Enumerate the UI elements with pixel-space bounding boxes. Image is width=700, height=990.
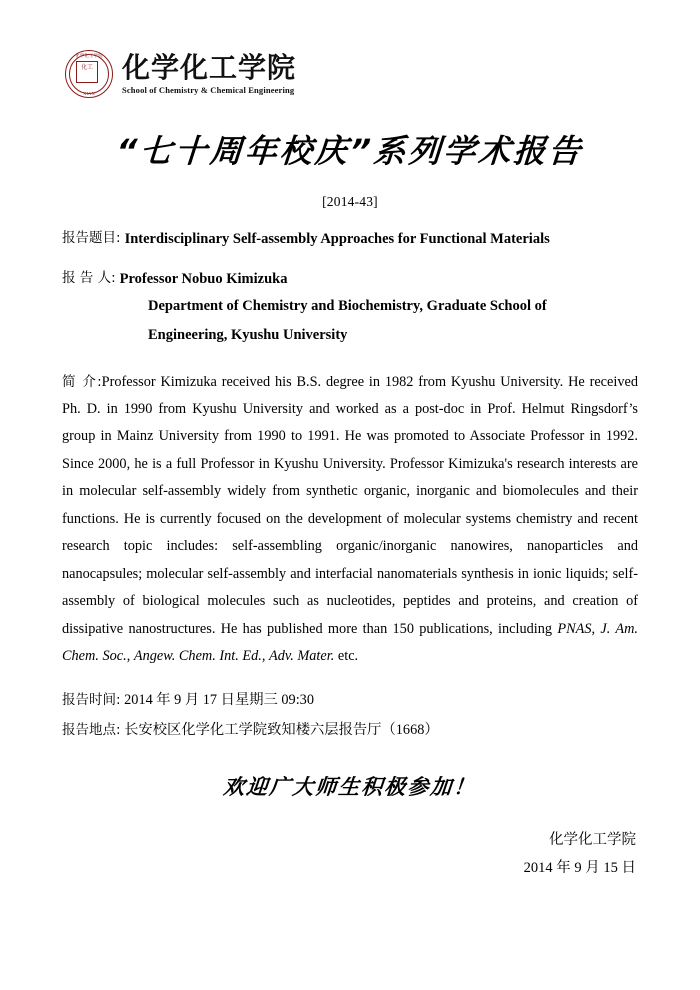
speaker-affiliation-line-2: Engineering, Kyushu University <box>148 326 348 343</box>
welcome-line: 欢迎广大师生积极参加！ <box>222 774 478 799</box>
signature-block <box>62 827 638 882</box>
school-name-cn: 化学化工学院 <box>122 50 297 84</box>
journal-sep-3: , <box>261 647 270 664</box>
time-label: 报告时间: <box>62 692 121 709</box>
letterhead-text <box>122 50 297 96</box>
logistics-block <box>62 686 638 745</box>
biography-paragraph <box>62 369 638 671</box>
school-seal-icon <box>65 50 113 98</box>
topic-label: 报告题目: <box>62 230 121 246</box>
biography-text: Professor Kimizuka received his B.S. degree in 1982 from Kyushu University. He received Ph. D. in 1990 from Kyushu University and worked as a post-doc in Prof. Helmut Ringsdorf’s group in Mainz University from 1990 to 1991. He was promoted to Associate Professor in 1992. Since 2000, he is a full Professor in Kyushu University. Professor Kimizuka's research interests are in molecular self-assembly widely from synthetic organic, inorganic and biomolecules and their functions. He is currently focused on the development of molecular systems chemistry and recent research topic includes: self-assembling organic/inorganic nanowires, nanoparticles and nanocapsules; molecular self-assembly and interfacial nanomaterials synthesis in ionic liquids; self-assembly of biological molecules such as nucleotides, peptides and proteins, and creation of dissipative nanostructures. He has published more than 150 publications, including <box>62 373 638 637</box>
field-topic <box>62 228 638 250</box>
topic-value: Interdisciplinary Self-assembly Approaches for Functional Materials <box>124 231 550 247</box>
logistics-place-row <box>62 716 638 745</box>
biography-tail: etc. <box>334 647 359 664</box>
speaker-affiliation-line-1: Department of Chemistry and Biochemistry, Graduate School of <box>148 297 547 314</box>
seal-arc-top: 化学化工学院 <box>75 52 103 58</box>
speaker-label: 报 告 人: <box>62 270 116 287</box>
page-title: “七十周年校庆”系列学术报告 <box>114 132 585 170</box>
journal-name-2: J. Am. Chem. Soc. <box>62 620 639 664</box>
journal-name-1: PNAS <box>557 620 592 637</box>
field-speaker <box>62 268 638 290</box>
time-value: 2014 年 9 月 17 日星期三 09:30 <box>124 692 314 709</box>
journal-sep-1: , <box>591 620 601 637</box>
biography-label: 简 介: <box>62 373 102 390</box>
signature-date: 2014 年 9 月 15 日 <box>523 859 636 876</box>
school-name-en: School of Chemistry & Chemical Engineering <box>122 85 295 96</box>
journal-name-4: Adv. Mater. <box>269 647 335 664</box>
document-number: [2014-43] <box>322 194 378 209</box>
seal-center: 化工 <box>76 61 98 83</box>
journal-sep-2: , <box>126 647 134 664</box>
signature-org: 化学化工学院 <box>549 831 636 848</box>
journal-name-3: Angew. Chem. Int. Ed. <box>133 647 262 664</box>
speaker-value: Professor Nobuo Kimizuka <box>119 271 288 288</box>
seal-arc-bottom: XIAN <box>83 90 95 96</box>
place-label: 报告地点: <box>62 721 121 738</box>
letterhead <box>62 0 638 98</box>
logistics-time-row <box>62 686 638 715</box>
place-value: 长安校区化学化工学院致知楼六层报告厅（1668） <box>124 721 439 738</box>
